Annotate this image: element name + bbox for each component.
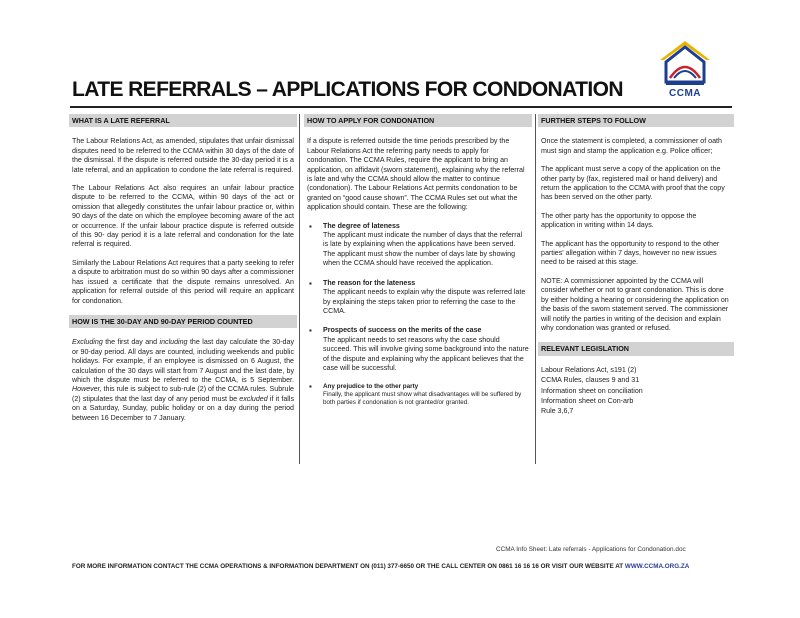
section-heading: FURTHER STEPS TO FOLLOW	[538, 114, 734, 127]
paragraph: Similarly the Labour Relations Act requires that a party seeking to refer a dispute to arbitration must do so within 90 days after a commissioner has issued a certificate that the dispute remains unresolved. An application for referral outside of this period will require an applicant for condonation.	[72, 258, 294, 305]
logo-text: CCMA	[669, 88, 701, 99]
section-heading: HOW IS THE 30-DAY AND 90-DAY PERIOD COUNTED	[69, 315, 297, 328]
title-rule	[70, 106, 732, 108]
legislation-item: Information sheet on conciliation	[541, 386, 643, 395]
paragraph: Once the statement is completed, a commissioner of oath must sign and stamp the application e.g. Police officer;	[541, 137, 722, 155]
legislation-item: Information sheet on Con-arb	[541, 396, 634, 405]
column-further-steps	[541, 114, 731, 418]
list-item: ▪ Any prejudice to the other party Finally, the applicant must show what disadvantages will be suffered by both parties if condonation is not granted/or granted.	[307, 383, 529, 407]
paragraph: The applicant must serve a copy of the application on the other party by (fax, registered mail or hand delivery) and return the application to the CCMA with proof that the copy has been served on the other party.	[541, 165, 725, 202]
paragraph: The Labour Relations Act, as amended, stipulates that unfair dismissal disputes need to be referred to the CCMA within 30 days of the date of the dismissal. If the dispute is referred outside the 30-day period it is a late referral, and an application to condone the late referral is required.	[72, 137, 294, 174]
paragraph: Excluding the first day and including the last day calculate the 30-day or 90-day period. All days are counted, including weekends and public holidays. For example, if an employee is dismissed on 6 August, the calculation of the 30 days will start from 7 August and the last date, by which the dispute must be referred to the CCMA, is 5 September. However, this rule is subject to sub-rule (2) of the CCMA rules. Subrule (2) stipulates that the last day of any period must be excluded if it falls on a Saturday, Sunday, public holiday or on a day during the period between 16 December to 7 January.	[72, 338, 294, 422]
legislation-item: Labour Relations Act, s191 (2)	[541, 365, 637, 374]
paragraph: If a dispute is referred outside the time periods prescribed by the Labour Relations Act the referring party needs to apply for condonation. The CCMA Rules, require the applicant to bring an application, on affidavit (sworn statement), explaining why the referral is late and why the CCMA should allow the matter to continue (condonation). The Labour Relations Act permits condonation to be granted on “good cause shown”. The CCMA Rules set out what the application should contain. These are the following:	[307, 137, 525, 212]
requirements-list	[307, 222, 529, 408]
list-item: ▪ The reason for the lateness The applicant needs to explain why the dispute was referred late by explaining the steps taken prior to referring the case to the CCMA.	[307, 279, 529, 317]
legislation-item: CCMA Rules, clauses 9 and 31	[541, 376, 640, 385]
section-heading: RELEVANT LEGISLATION	[538, 342, 734, 355]
paragraph: The applicant has the opportunity to respond to the other parties' allegation within 7 days, however no new issues need to be raised at this stage.	[541, 239, 720, 267]
list-item: ▪ Prospects of success on the merits of the case The applicant needs to set reasons why the case should succeed. This will involve giving some background into the nature of the dispute and explaining why the applicant believes that the case will be successful.	[307, 326, 529, 373]
section-heading: HOW TO APPLY FOR CONDONATION	[304, 114, 532, 127]
paragraph: The other party has the opportunity to oppose the application in writing within 14 days.	[541, 211, 697, 230]
paragraph: NOTE: A commissioner appointed by the CCMA will consider whether or not to grant condonation. This is done by either holding a hearing or considering the application on the basis of the sworn statement served. The commissioner will notify the parties in writing of the decision and explain why condonation was granted or refused.	[541, 276, 729, 332]
document-footnote: CCMA Info Sheet: Late referrals - Applications for Condonation.doc	[496, 546, 686, 553]
contact-footer: FOR MORE INFORMATION CONTACT THE CCMA OPERATIONS & INFORMATION DEPARTMENT ON (011) 377-6650 OR THE CALL CENTER ON 0861 16 16 16 OR VISIT OUR WEBSITE AT WWW.CCMA.ORG.ZA	[72, 563, 690, 570]
ccma-house-icon	[654, 38, 716, 88]
ccma-logo	[654, 38, 716, 104]
column-divider	[535, 114, 536, 464]
list-item: ▪ The degree of lateness The applicant must indicate the number of days that the referral is late by explaining when the applications have been served. The applicant must show the number of days late by showing when the CCMA should have received the application.	[307, 222, 529, 269]
column-how-to-apply	[307, 114, 529, 417]
column-late-referral	[72, 114, 294, 432]
legislation-list	[541, 366, 731, 417]
column-divider	[299, 114, 300, 464]
section-heading: WHAT IS A LATE REFERRAL	[69, 114, 297, 127]
website-link[interactable]: WWW.CCMA.ORG.ZA	[624, 563, 690, 570]
page-title: LATE REFERRALS – APPLICATIONS FOR CONDONATION	[72, 78, 623, 101]
paragraph: The Labour Relations Act also requires an unfair labour practice dispute to be referred to the CCMA, within 90 days of the act or omission that allegedly constitutes the unfair labour practice or, within 90 days of the date on which the employee becoming aware of the act or occurrence. If the unfair labour practice dispute is referred outside of this 90- day period it is a late referral and condonation for the late referral is required.	[72, 184, 294, 249]
legislation-item: Rule 3,6,7	[541, 407, 574, 416]
